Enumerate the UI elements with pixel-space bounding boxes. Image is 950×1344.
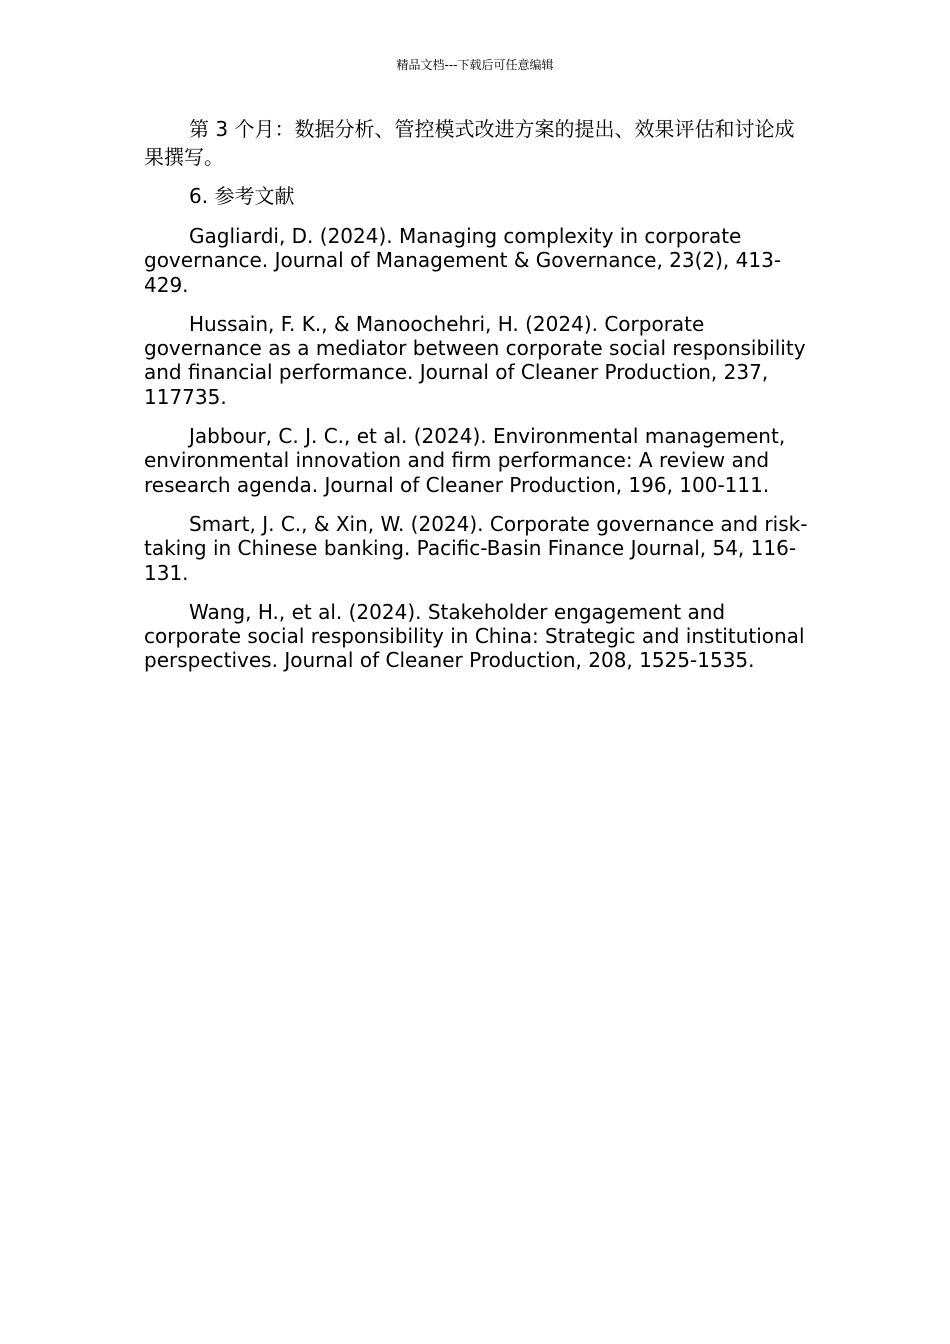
schedule-paragraph: 第 3 个月：数据分析、管控模式改进方案的提出、效果评估和讨论成果撰写。 (144, 117, 795, 169)
reference-item: Smart, J. C., & Xin, W. (2024). Corporate governance and risk-taking in Chinese banking. Pacific-Basin Finance Journal, 54, 116-131. (144, 511, 808, 585)
reference-item: Wang, H., et al. (2024). Stakeholder engagement and corporate social responsibility in China: Strategic and institutional perspectives. Journal of Cleaner Production, 208, 1525-1535. (144, 599, 805, 673)
reference-item: Gagliardi, D. (2024). Managing complexity in corporate governance. Journal of Management & Governance, 23(2), 413-429. (144, 224, 782, 297)
reference-item: Jabbour, C. J. C., et al. (2024). Environmental management, environmental innovation and firm performance: A review and research agenda. Journal of Cleaner Production, 196, 100-111. (144, 424, 786, 497)
reference-item: Hussain, F. K., & Manoochehri, H. (2024). Corporate governance as a mediator between corporate social responsibility and financial performance. Journal of Cleaner Production, 237, 117735. (144, 311, 806, 409)
references-heading: 6. 参考文献 (189, 184, 295, 208)
page-header: 精品文档---下载后可任意编辑 (396, 58, 554, 72)
document-body (144, 116, 810, 688)
